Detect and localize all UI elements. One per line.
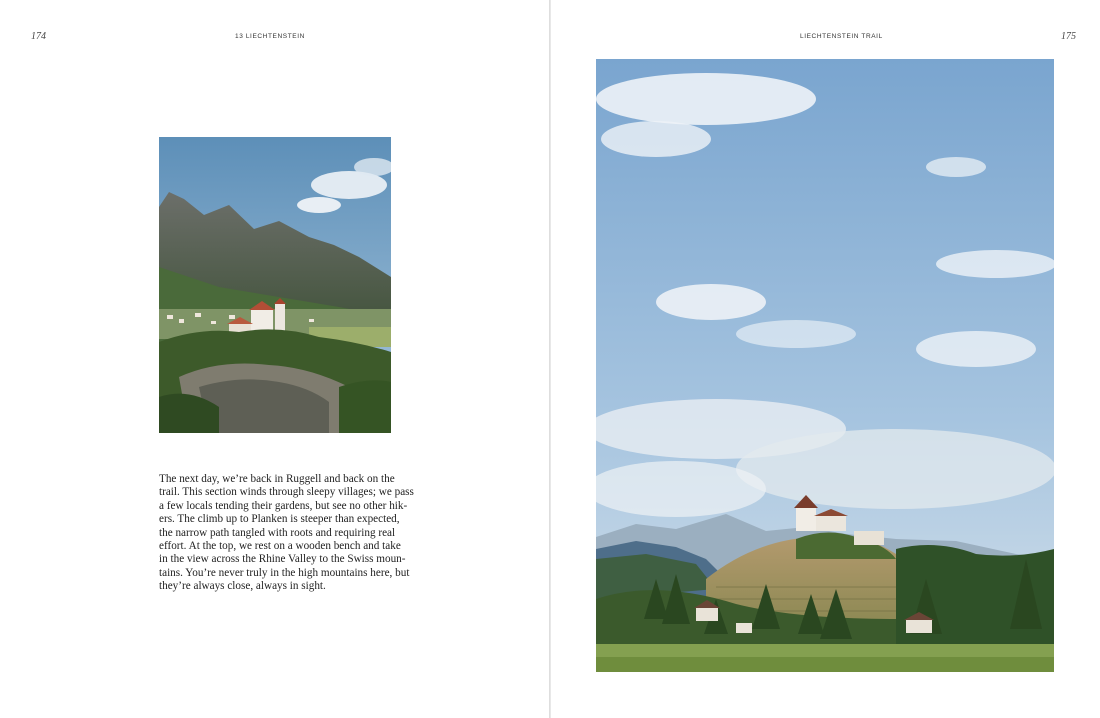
body-line: effort. At the top, we rest on a wooden bench and take	[159, 540, 401, 553]
running-head-left: 13 LIECHTENSTEIN	[235, 33, 305, 40]
running-head-right: LIECHTENSTEIN TRAIL	[800, 33, 883, 40]
body-line: in the view across the Rhine Valley to the Swiss moun-	[159, 553, 406, 566]
body-line: a few locals tending their gardens, but see no other hik-	[159, 499, 408, 512]
body-line: The next day, we’re back in Ruggell and back on the	[159, 473, 395, 485]
castle-mountain-illustration	[159, 137, 391, 433]
castle-hill-photo	[596, 59, 1054, 672]
body-line: trail. This section winds through sleepy villages; we pass	[159, 486, 414, 499]
castle-mountain-photo	[159, 137, 391, 433]
right-page	[551, 0, 1100, 718]
page-number-left: 174	[31, 31, 46, 42]
body-paragraph	[159, 473, 414, 594]
body-line: tains. You’re never truly in the high mountains here, but	[159, 566, 410, 579]
body-line: they’re always close, always in sight.	[159, 580, 326, 593]
page-number-right: 175	[1061, 31, 1076, 42]
castle-hill-illustration	[596, 59, 1054, 672]
left-page	[0, 0, 549, 718]
body-line: ers. The climb up to Planken is steeper than expected,	[159, 513, 400, 526]
body-line: the narrow path tangled with roots and requiring real	[159, 526, 396, 539]
